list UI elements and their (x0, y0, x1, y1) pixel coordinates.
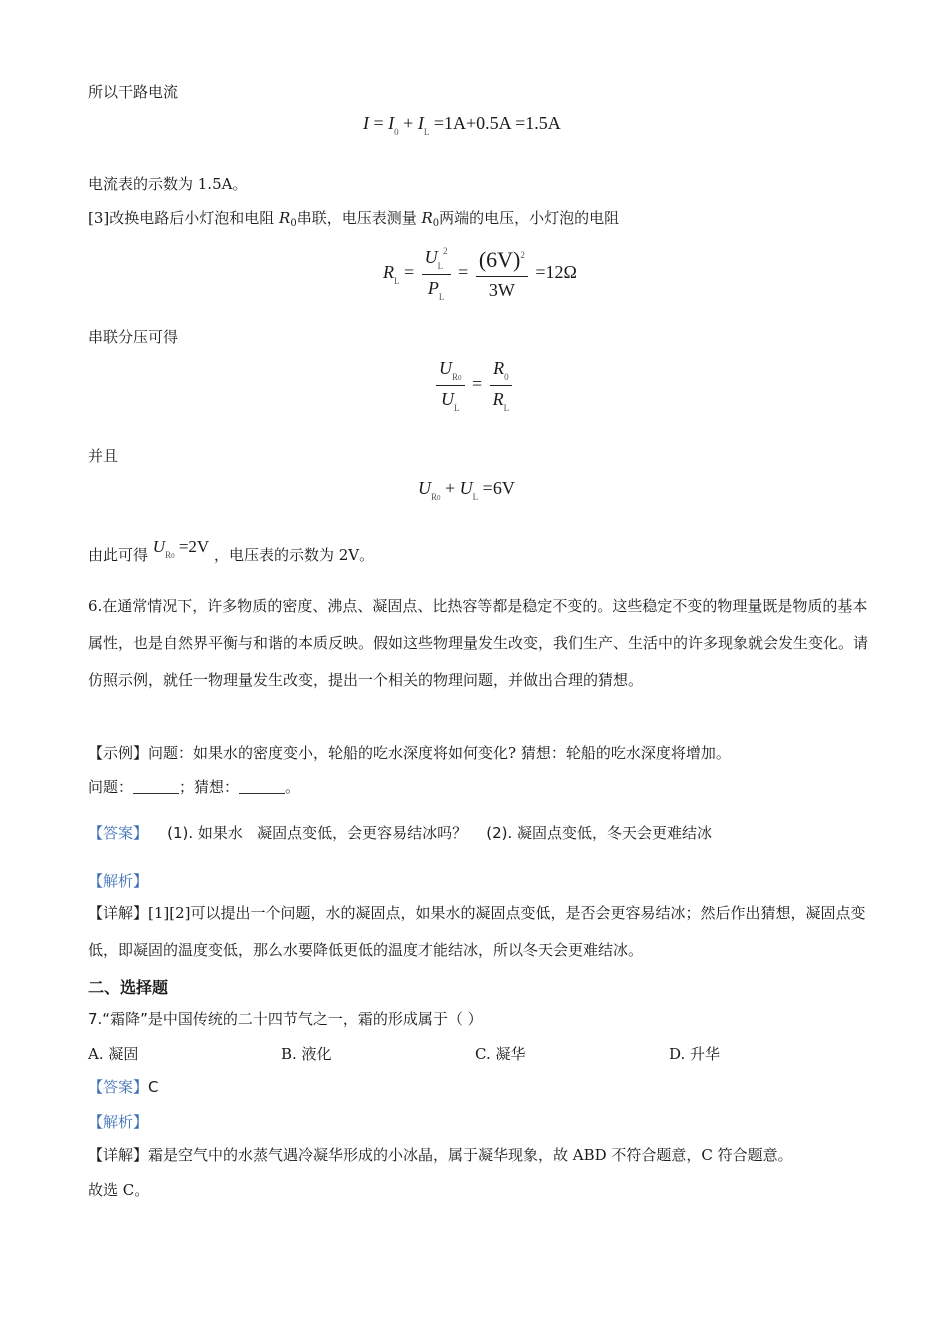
question-6-example: 【示例】问题：如果水的密度变小，轮船的吃水深度将如何变化? 猜想：轮船的吃水深度将增加。 (88, 744, 731, 762)
question-7-conclusion: 故选 C。 (88, 1181, 150, 1199)
fraction: $\frac{U_{R0}}{U_L}$ (436, 358, 465, 413)
answer-blank[interactable] (239, 779, 285, 794)
question-6-detail: 【详解】[1][2]可以提出一个问题，水的凝固点，如果水的凝固点变低，是否会更容易结冰；然后作出猜想，凝固点变低，即凝固的温度变低，那么水要降低更低的温度才能结冰，所以冬天会更难结冰。 (88, 904, 866, 959)
question-7-detail: 【详解】霜是空气中的水蒸气遇冷凝华形成的小冰晶，属于凝华现象，故 ABD 不符合题意，C 符合题意。 (88, 1146, 793, 1164)
question-7-text: 7.“霜降”是中国传统的二十四节气之一，霜的形成属于（ ） (88, 1010, 483, 1028)
section-heading: 二、选择题 (88, 978, 169, 997)
text-line: 由此可得 $U_{R0} =2V$ ，电压表的示数为 2V。 (88, 537, 375, 564)
equation-current: $I = I_0 + I_L =1A+0.5A =1.5A$ (363, 113, 561, 137)
answer-tag: 【答案】 (88, 1078, 149, 1096)
answer-blank[interactable] (133, 779, 179, 794)
equation-resistance: $R_L$ = $\frac{U_L^2}{P_L}$ = $\frac{(6V)^2}{3W}$ =12Ω (383, 246, 577, 302)
fraction: $\frac{U_L^2}{P_L}$ (422, 246, 451, 302)
equation-sum: $U_{R0} + U_L =6V$ (418, 478, 515, 502)
fraction: $\frac{(6V)^2}{3W}$ (476, 247, 528, 301)
option-b[interactable]: B. 液化 (281, 1045, 332, 1063)
option-a[interactable]: A. 凝固 (88, 1045, 139, 1063)
equation-divider: $\frac{U_{R0}}{U_L}$ = $\frac{R_0}{R_L}$ (433, 358, 515, 413)
answer-tag: 【答案】 (88, 824, 149, 842)
option-d[interactable]: D. 升华 (669, 1045, 721, 1063)
option-c[interactable]: C. 凝华 (475, 1045, 526, 1063)
text-line: 并且 (88, 447, 119, 465)
text-line: 串联分压可得 (88, 328, 179, 346)
fraction: $\frac{R_0}{R_L}$ (490, 358, 513, 413)
question-7-answer: 【答案】C (88, 1078, 159, 1096)
text-line: 所以干路电流 (88, 83, 179, 101)
analysis-tag: 【解析】 (88, 872, 149, 890)
text-line: 电流表的示数为 1.5A。 (88, 175, 248, 193)
analysis-tag: 【解析】 (88, 1113, 149, 1131)
question-6-answer: 【答案】 (1). 如果水 凝固点变低，会更容易结冰吗？ (2). 凝固点变低，冬天会更难结冰 (88, 824, 713, 842)
text-line: [3]改换电路后小灯泡和电阻 $R_0$串联，电压表测量 $R_0$两端的电压，小灯泡的电阻 (88, 209, 620, 229)
question-6-blanks: 问题： ；猜想： 。 (88, 778, 301, 796)
question-6-text: 6.在通常情况下，许多物质的密度、沸点、凝固点、比热容等都是稳定不变的。这些稳定不变的物理量既是物质的基本属性，也是自然界平衡与和谐的本质反映。假如这些物理量发生改变，我们生产、生活中的许多现象就会发生变化。请仿照示例，就任一物理量发生改变，提出一个相关的物理问题，并做出合理的猜想。 (88, 597, 869, 689)
